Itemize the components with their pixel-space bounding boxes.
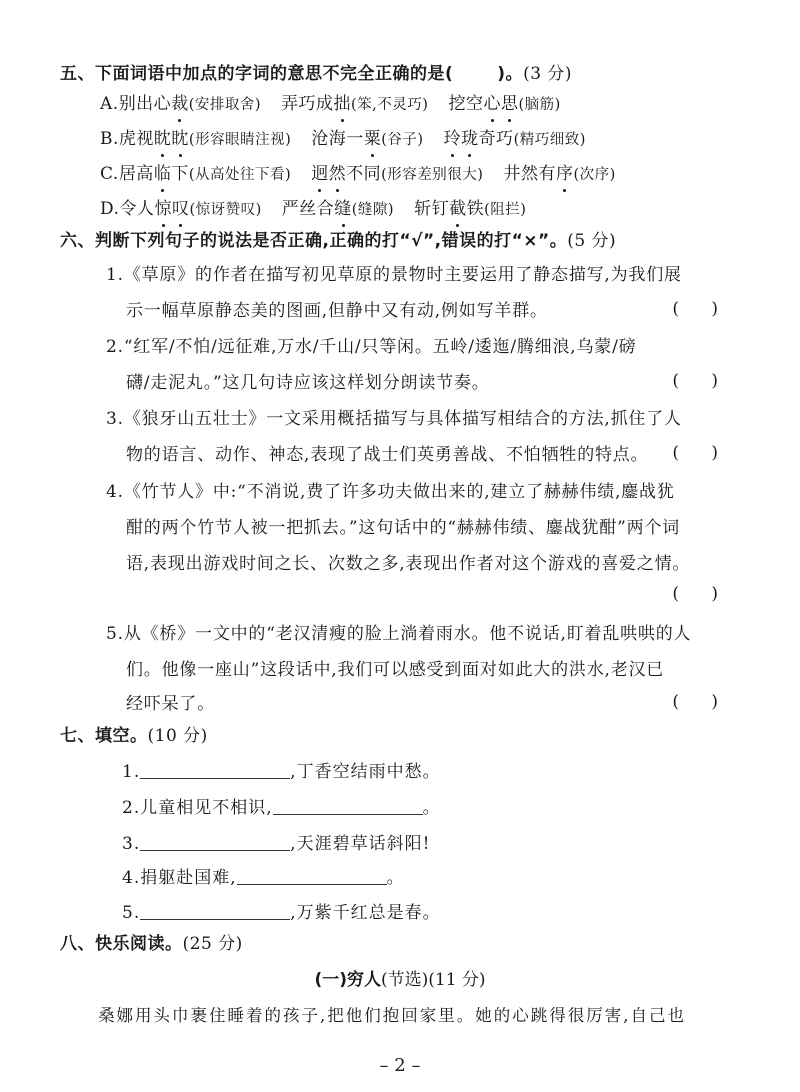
answer-paren-2[interactable]: ( ) [672,371,718,391]
section-7-heading [60,724,208,748]
fill-blank-2[interactable] [273,797,423,815]
option-label: D. [100,199,120,219]
judge-item-4-line-1: 4.《竹节人》中:“不消说,费了许多功夫做出来的,建立了赫赫伟绩,鏖战犹 [106,482,675,502]
option-d: D.令人惊叹(惊讶赞叹) 严丝合缝(缝隙) 斩钉截铁(阻拦) [100,199,527,219]
page-number: – 2 – [379,1055,421,1076]
section-8-points: (25 分) [182,934,243,954]
judge-item-1-line-1: 1.《草原》的作者在描写初见草原的景物时主要运用了静态描写,为我们展 [106,265,682,285]
fill-item-4: 4.捐躯赴国难, 。 [122,868,405,888]
section-5-title-tail: )。 [497,64,524,84]
dotted-char: 缝 [334,199,352,219]
judge-item-5-line-3: 经吓呆了。 [126,694,215,714]
judge-item-2-line-1: 2.“红军/不怕/远征难,万水/千山/只等闲。五岭/逶迤/腾细浪,乌蒙/磅 [106,337,637,357]
dotted-char: 截 [449,199,467,219]
judge-item-2-line-2: 礴/走泥丸。”这几句诗应该这样划分朗读节奏。 [126,373,490,393]
reading-title-note: (节选)(11 分) [380,970,486,990]
fill-blank-3[interactable] [140,833,290,851]
option-b: B.虎视眈眈(形容眼睛注视) 沧海一粟(谷子) 玲珑奇巧(精巧细致) [100,129,586,149]
dotted-char: 心 [483,94,501,114]
dotted-char: 珑 [461,129,479,149]
section-5-points: (3 分) [523,64,573,84]
section-6-points: (5 分) [567,231,617,251]
answer-paren-3[interactable]: ( ) [672,443,718,463]
judge-item-1-line-2: 示一幅草原静态美的图画,但静中又有动,例如写羊群。 [126,301,548,321]
dotted-char: 眈 [153,129,172,149]
dotted-char: 惊 [154,199,172,219]
fill-blank-4[interactable] [237,867,387,885]
answer-paren-1[interactable]: ( ) [672,299,718,319]
section-7-points: (10 分) [147,726,208,746]
judge-item-3-line-2: 物的语言、动作、神态,表现了战士们英勇善战、不怕牺牲的特点。 [126,445,649,465]
answer-paren-4[interactable]: ( ) [672,584,718,604]
dotted-char: 拙 [333,94,352,114]
judge-item-4-line-3: 语,表现出游戏时间之长、次数之多,表现出作者对这个游戏的喜爱之情。 [126,554,691,574]
option-c: C.居高临下(从高处往下看) 迥然不同(形容差别很大) 井然有序(次序) [100,164,616,184]
dotted-char: 裁 [171,94,189,114]
reading-passage-line-1: 桑娜用头巾裹住睡着的孩子,把他们抱回家里。她的心跳得很厉害,自己也 [98,1006,686,1025]
dotted-char: 叹 [171,199,190,219]
section-8-title: 八、快乐阅读。 [60,934,183,954]
fill-item-3: 3. ,天涯碧草话斜阳! [122,834,431,854]
option-a: A.别出心裁(安排取舍) 弄巧成拙(笨,不灵巧) 挖空心思(脑筋) [100,94,561,114]
reading-title: (一)穷人 [314,970,381,990]
dotted-char: 眈 [171,129,189,149]
judge-item-3-line-1: 3.《狼牙山五壮士》一文采用概括描写与具体描写相结合的方法,抓住了人 [106,409,682,429]
section-5-heading [60,62,572,86]
dotted-char: 迥 [311,164,329,184]
fill-item-2: 2.儿童相见不相识, 。 [122,798,441,818]
section-6-title: 六、判断下列句子的说法是否正确,正确的打“√”,错误的打“×”。 [60,231,568,251]
fill-blank-1[interactable] [140,761,290,779]
judge-item-4-line-2: 酣的两个竹节人被一把抓去。”这句话中的“赫赫伟绩、鏖战犹酣”两个词 [126,518,680,538]
section-5-title: 五、下面词语中加点的字词的意思不完全正确的是( [60,64,454,84]
dotted-char: 粟 [363,129,382,149]
reading-subtitle [0,968,800,992]
dotted-char: 思 [500,94,519,114]
dotted-char: 玲 [443,129,462,149]
dotted-char: 然 [328,164,347,184]
option-label: A. [100,94,119,114]
dotted-char: 序 [555,164,574,184]
dotted-char: 临 [153,164,172,184]
fill-item-5: 5. ,万紫千红总是春。 [122,903,441,923]
section-6-heading [60,229,616,253]
judge-item-5-line-1: 5.从《桥》一文中的“老汉清瘦的脸上淌着雨水。他不说话,盯着乱哄哄的人 [106,624,692,644]
section-8-heading [60,932,243,956]
section-7-title: 七、填空。 [60,726,148,746]
judge-item-5-line-2: 们。他像一座山”这段话中,我们可以感受到面对如此大的洪水,老汉已 [126,660,665,680]
option-label: B. [100,129,119,149]
fill-item-1: 1. ,丁香空结雨中愁。 [122,762,441,782]
answer-paren-5[interactable]: ( ) [672,692,718,712]
option-label: C. [100,164,119,184]
fill-blank-5[interactable] [140,902,290,920]
